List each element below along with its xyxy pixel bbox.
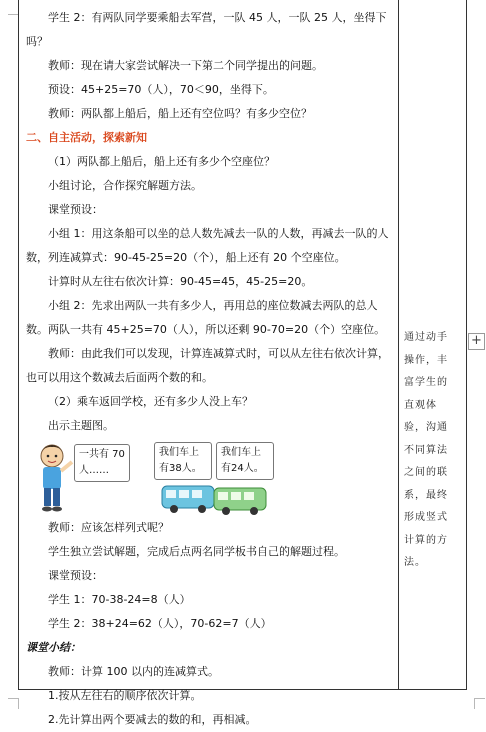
text-line: 学生独立尝试解题，完成后点两名同学板书自己的解题过程。: [48, 545, 345, 558]
text-line: 2.先计算出两个要减去的数的和，再相减。: [48, 713, 257, 726]
text-line: 学生 2：有两队同学要乘船去军营，一队 45 人，一队 25 人，坐得下吗？: [26, 11, 387, 48]
text-line: 课堂预设：: [48, 203, 103, 216]
table-border-right: [466, 0, 467, 690]
text-line: 计算时从左往右依次计算：90-45=45，45-25=20。: [48, 275, 313, 288]
text-line: 教师：由此我们可以发现，计算连减算式时，可以从左往右依次计算，也可以用这个数减去后面两个数的和。: [26, 347, 389, 384]
text-line: （2）乘车返回学校，还有多少人没上车？: [48, 395, 253, 408]
text-line: 教师：现在请大家尝试解决一下第二个同学提出的问题。: [48, 59, 323, 72]
text-line: 教师：计算 100 以内的连减算式。: [48, 665, 219, 678]
boy-figure-icon: [28, 440, 78, 516]
text-line: 小组 2：先求出两队一共有多少人，再用总的座位数减去两队的总人数。两队一共有 45+25=70（人），所以还剩 90-70=20（个）空座位。: [26, 299, 386, 336]
bus-icon: [160, 482, 270, 516]
side-note: 通过动手操作，丰富学生的直观体验，沟通不同算法之间的联系，最终形成竖式计算的方法。: [404, 332, 448, 568]
speech-bubble: 一共有 70人……: [74, 444, 130, 482]
text-line: （1）两队都上船后，船上还有多少个空座位？: [48, 155, 275, 168]
summary-heading: 课堂小结：: [26, 641, 81, 654]
crop-mark-bottom-right: [474, 698, 485, 709]
text-line: 教师：两队都上船后，船上还有空位吗？有多少空位？: [48, 107, 312, 120]
crop-mark-bottom-left: [8, 698, 19, 709]
text-line: 小组讨论，合作探究解题方法。: [48, 179, 202, 192]
text-line: 预设：45+25=70（人），70＜90，坐得下。: [48, 83, 274, 96]
section-heading: 二、自主活动，探索新知: [26, 131, 147, 144]
table-column-divider: [398, 0, 399, 690]
text-line: 出示主题图。: [48, 419, 114, 432]
lesson-content: [26, 6, 396, 732]
text-line: 学生 2：38+24=62（人），70-62=7（人）: [48, 617, 272, 630]
speech-bubble: 我们车上有38人。: [154, 442, 212, 480]
text-line: 小组 1：用这条船可以坐的总人数先减去一队的人数，再减去一队的人数，列连减算式：90-45-25=20（个），船上还有 20 个空座位。: [26, 227, 389, 264]
text-line: 学生 1：70-38-24=8（人）: [48, 593, 191, 606]
text-line: 1.按从左往右的顺序依次计算。: [48, 689, 202, 702]
speech-bubble: 我们车上有24人。: [216, 442, 274, 480]
text-line: 课堂预设：: [48, 569, 103, 582]
add-button[interactable]: +: [468, 333, 485, 350]
theme-illustration: [28, 440, 396, 516]
table-border-left: [18, 0, 19, 690]
text-line: 教师：应该怎样列式呢？: [48, 521, 169, 534]
